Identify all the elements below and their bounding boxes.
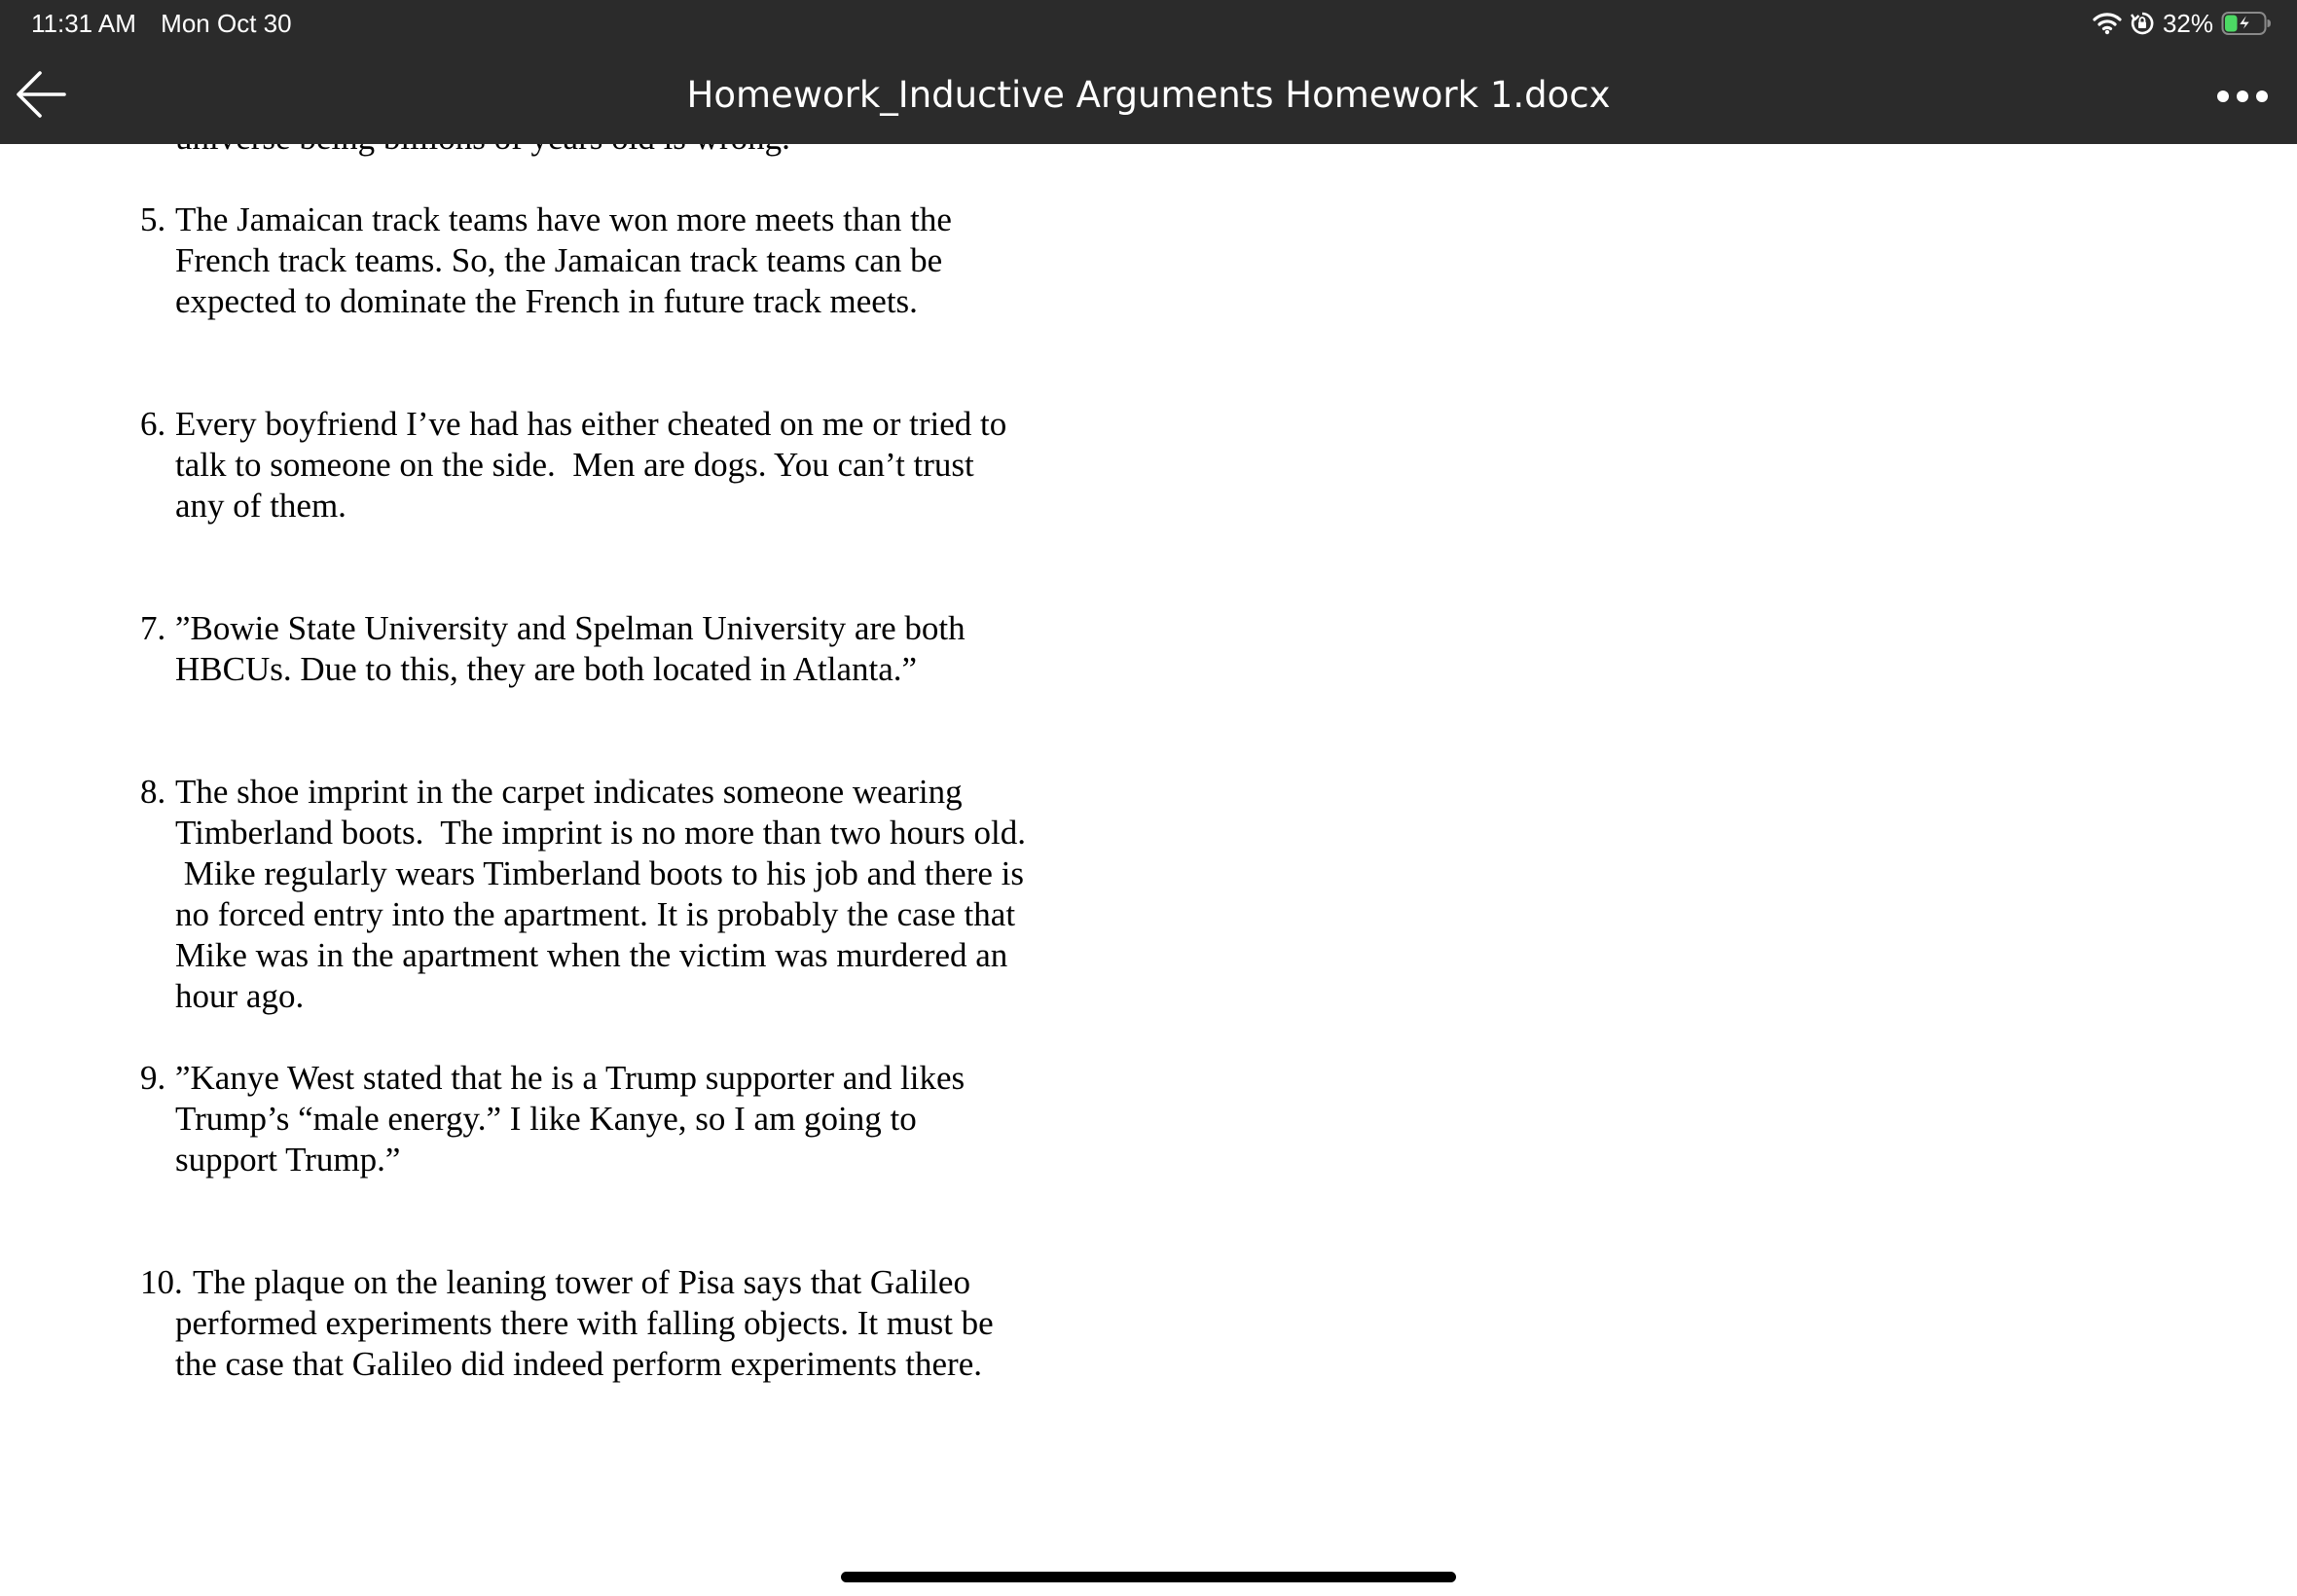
item-number: 9.	[140, 1059, 166, 1097]
item-number: 8.	[140, 773, 166, 811]
status-bar-right	[2093, 6, 2272, 41]
item-number: 7.	[140, 609, 166, 647]
item-line: the case that Galileo did indeed perform experiments there.	[175, 1345, 982, 1383]
item-line: Trump’s “male energy.” I like Kanye, so I am going to	[175, 1100, 917, 1138]
list-item-7	[140, 608, 1113, 690]
item-line: expected to dominate the French in future track meets.	[175, 282, 918, 320]
item-line: The plaque on the leaning tower of Pisa says that Galileo	[193, 1263, 970, 1301]
item-line: Mike regularly wears Timberland boots to his job and there is	[175, 854, 1024, 892]
item-line: performed experiments there with falling objects. It must be	[175, 1304, 994, 1342]
item-line: support Trump.”	[175, 1141, 401, 1179]
list-item-5	[140, 200, 1113, 322]
item-line: Timberland boots. The imprint is no more than two hours old.	[175, 814, 1026, 852]
list-item-8	[140, 772, 1113, 1017]
arrow-left-icon	[14, 68, 70, 121]
orientation-lock-icon	[2130, 11, 2155, 36]
top-bar	[0, 0, 2297, 144]
ellipsis-icon	[2213, 80, 2272, 113]
item-line: Mike was in the apartment when the victim was murdered an	[175, 936, 1008, 974]
item-line: any of them.	[175, 487, 346, 525]
document-title: Homework_Inductive Arguments Homework 1.docx	[686, 74, 1611, 116]
item-line: hour ago.	[175, 977, 305, 1015]
list-item-9	[140, 1058, 1113, 1180]
item-line: French track teams. So, the Jamaican track teams can be	[175, 241, 943, 279]
item-line: The shoe imprint in the carpet indicates someone wearing	[175, 773, 963, 811]
wifi-icon	[2093, 12, 2122, 35]
list-item-6	[140, 404, 1113, 526]
item-number: 6.	[140, 405, 166, 443]
status-time: 11:31 AM	[31, 9, 136, 38]
status-date: Mon Oct 30	[161, 9, 292, 38]
item-line: The Jamaican track teams have won more meets than the	[175, 200, 952, 238]
item-line: no forced entry into the apartment. It is probably the case that	[175, 895, 1016, 933]
home-indicator[interactable]	[841, 1572, 1456, 1582]
item-line: HBCUs. Due to this, they are both located in Atlanta.”	[175, 650, 918, 688]
item-number: 10.	[140, 1263, 183, 1301]
list-item-10	[140, 1262, 1113, 1385]
item-line: talk to someone on the side. Men are dogs. You can’t trust	[175, 446, 974, 484]
item-line: ”Kanye West stated that he is a Trump supporter and likes	[175, 1059, 966, 1097]
more-options-button[interactable]	[2213, 80, 2272, 113]
document-view[interactable]	[0, 144, 2297, 1596]
item-line: ”Bowie State University and Spelman University are both	[175, 609, 966, 647]
item-number: 5.	[140, 200, 166, 238]
battery-percent: 32%	[2162, 8, 2213, 38]
back-button[interactable]	[14, 68, 70, 121]
status-bar-left	[31, 6, 310, 41]
battery-charging-icon	[2221, 11, 2272, 36]
item-line: Every boyfriend I’ve had has either cheated on me or tried to	[175, 405, 1007, 443]
